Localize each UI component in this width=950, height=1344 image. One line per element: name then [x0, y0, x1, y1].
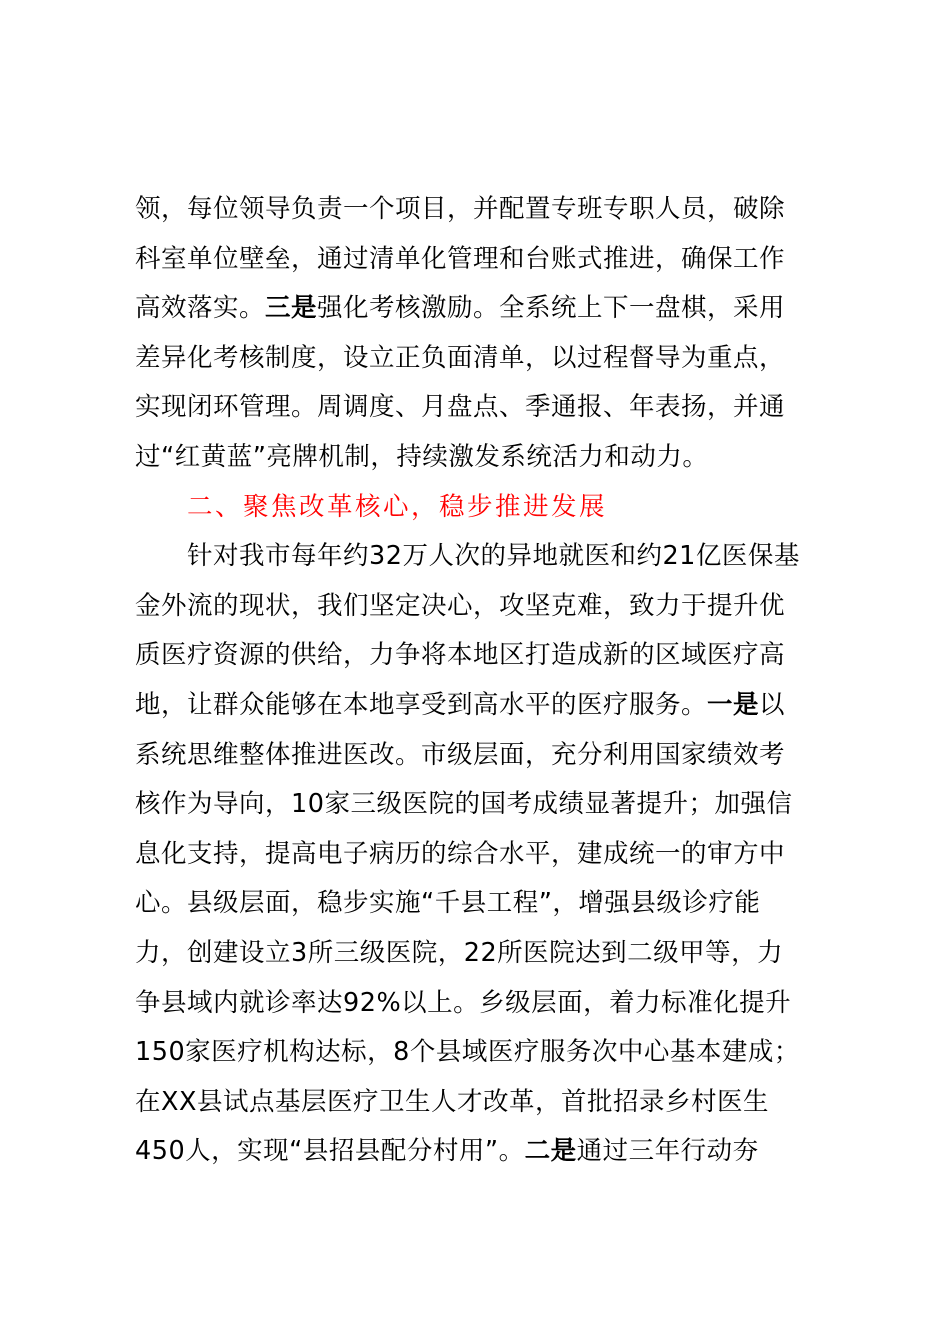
text-line: [135, 532, 835, 582]
text-line: [135, 334, 835, 384]
text-line: [135, 979, 835, 1029]
text-segment: 核作为导向，10家三级医院的国考成绩显著提升；加强信: [135, 789, 793, 820]
text-segment: 通过三年行动夯: [576, 1136, 759, 1167]
text-segment: 在XX县试点基层医疗卫生人才改革，首批招录乡村医生: [135, 1086, 769, 1117]
text-segment: 心。县级层面，稳步实施“千县工程”，增强县级诊疗能: [135, 888, 761, 919]
bold-marker: 一是: [707, 689, 760, 720]
document-body: [135, 185, 835, 1177]
text-segment: 差异化考核制度，设立正负面清单，以过程督导为重点，: [135, 342, 786, 373]
text-segment: 过“红黄蓝”亮牌机制，持续激发系统活力和动力。: [135, 441, 709, 472]
text-line: [135, 383, 835, 433]
text-line: [135, 830, 835, 880]
text-line: [135, 284, 835, 334]
text-line: [135, 879, 835, 929]
text-line: [135, 1028, 835, 1078]
text-segment: 争县域内就诊率达92%以上。乡级层面，着力标准化提升: [135, 987, 792, 1018]
text-line: [135, 780, 835, 830]
text-segment: 领，每位领导负责一个项目，并配置专班专职人员，破除: [135, 194, 786, 224]
text-line: [135, 929, 835, 979]
text-segment: 质医疗资源的供给，力争将本地区打造成新的区域医疗高: [135, 640, 786, 671]
text-segment: 以: [759, 689, 786, 720]
text-segment: 150家医疗机构达标，8个县域医疗服务次中心基本建成；: [135, 1037, 800, 1068]
text-segment: 力，创建设立3所三级医院，22所医院达到二级甲等，力: [135, 937, 784, 968]
text-line: [135, 731, 835, 781]
text-segment: 科室单位壁垒，通过清单化管理和台账式推进，确保工作: [135, 243, 786, 274]
text-line: [135, 235, 835, 285]
text-segment: 系统思维整体推进医改。市级层面，充分利用国家绩效考: [135, 739, 786, 770]
text-segment: 强化考核激励。全系统上下一盘棋，采用: [317, 293, 786, 324]
text-line: [135, 1127, 835, 1177]
text-segment: 息化支持，提高电子病历的综合水平，建成统一的审方中: [135, 838, 786, 869]
text-segment: 金外流的现状，我们坚定决心，攻坚克难，致力于提升优: [135, 590, 786, 621]
text-segment: 针对我市每年约32万人次的异地就医和约21亿医保基: [135, 541, 800, 572]
section-heading: [135, 483, 835, 533]
text-line: [135, 631, 835, 681]
text-segment: 二、聚焦改革核心，稳步推进发展: [187, 491, 608, 522]
text-line: [135, 1078, 835, 1128]
bold-marker: 二是: [524, 1136, 577, 1167]
text-segment: 450人，实现“县招县配分村用”。: [135, 1136, 525, 1167]
text-line: [135, 433, 835, 483]
text-segment: 地，让群众能够在本地享受到高水平的医疗服务。: [135, 689, 708, 720]
text-segment: 实现闭环管理。周调度、月盘点、季通报、年表扬，并通: [135, 392, 786, 423]
bold-marker: 三是: [265, 293, 318, 324]
text-line: [135, 185, 835, 235]
text-line: [135, 582, 835, 632]
text-segment: 高效落实。: [135, 293, 266, 324]
text-line: [135, 681, 835, 731]
